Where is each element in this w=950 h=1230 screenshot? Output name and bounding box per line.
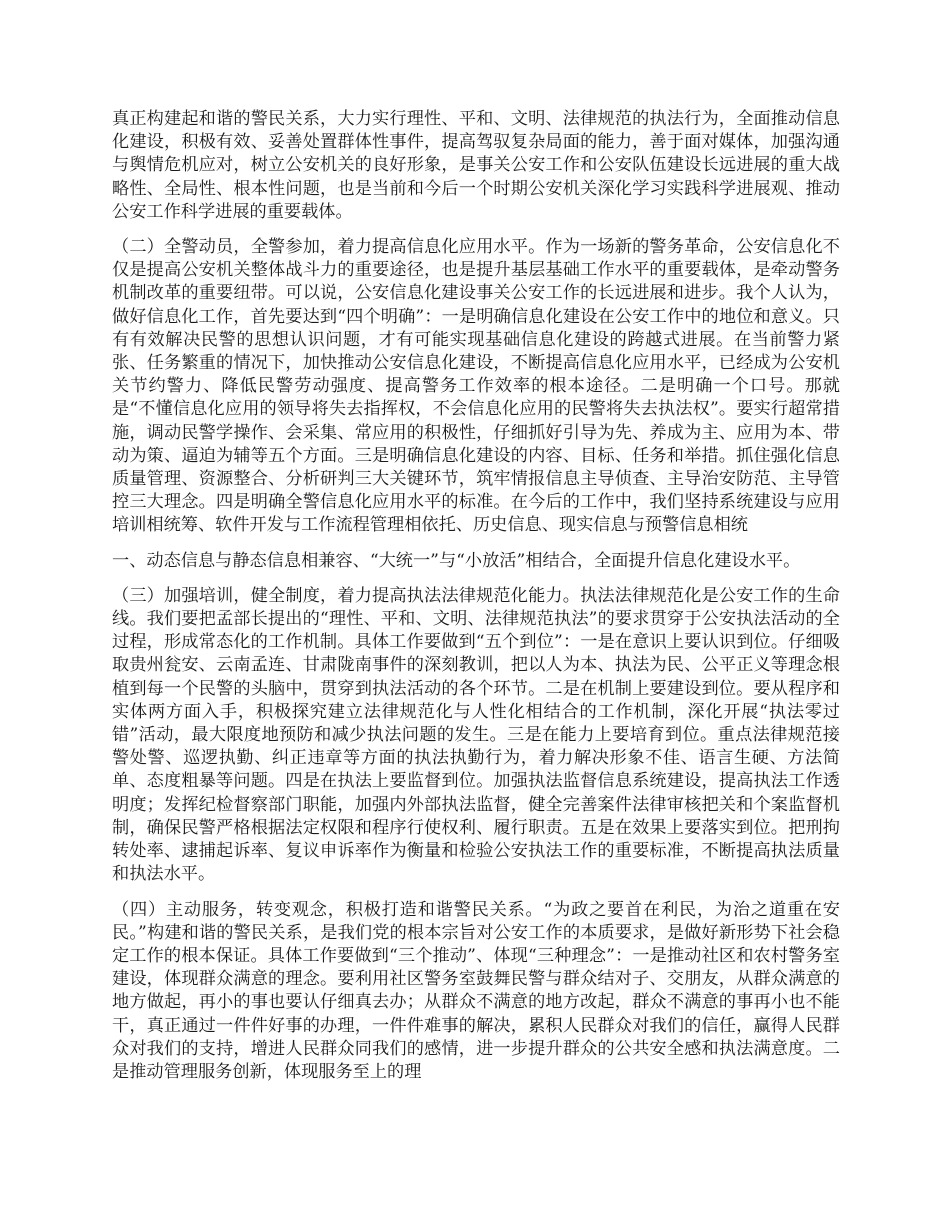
document-body — [112, 108, 840, 1096]
paragraph-section-3: （三）加强培训，健全制度，着力提高执法法律规范化能力。执法法律规范化是公安工作的生命线。我们要把孟部长提出的“理性、平和、文明、法律规范执法”的要求贯穿于公安执法活动的全过程，形成常态化的工作机制。具体工作要做到“五个到位”：一是在意识上要认识到位。仔细吸取贵州瓮安、云南孟连、甘肃陇南事件的深刻教训，把以人为本、执法为民、公平正义等理念根植到每一个民警的头脑中，贯穿到执法活动的各个环节。二是在机制上要建设到位。要从程序和实体两方面入手，积极探究建立法律规范化与人性化相结合的工作机制，深化开展“执法零过错”活动，最大限度地预防和减少执法问题的发生。三是在能力上要培育到位。重点法律规范接警处警、巡逻执勤、纠正违章等方面的执法执勤行为，着力解决形象不佳、语言生硬、方法简单、态度粗暴等问题。四是在执法上要监督到位。加强执法监督信息系统建设，提高执法工作透明度；发挥纪检督察部门职能，加强内外部执法监督，健全完善案件法律审核把关和个案监督机制，确保民警严格根据法定权限和程序行使权利、履行职责。五是在效果上要落实到位。把刑拘转处率、逮捕起诉率、复议申诉率作为衡量和检验公安执法工作的重要标准，不断提高执法质量和执法水平。 — [112, 585, 840, 885]
paragraph-section-4: （四）主动服务，转变观念，积极打造和谐警民关系。“为政之要首在利民，为治之道重在安民。”构建和谐的警民关系，是我们党的根本宗旨对公安工作的本质要求，是做好新形势下社会稳定工作的根本保证。具体工作要做到“三个推动”、体现“三种理念”：一是推动社区和农村警务室建设，体现群众满意的理念。要利用社区警务室鼓舞民警与群众结对子、交朋友，从群众满意的地方做起，再小的事也要认仔细真去办；从群众不满意的地方改起，群众不满意的事再小也不能干，真正通过一件件好事的办理，一件件难事的解决，累积人民群众对我们的信任，赢得人民群众对我们的支持，增进人民群众同我们的感情，进一步提升群众的公共安全感和执法满意度。二是推动管理服务创新，体现服务至上的理 — [112, 899, 840, 1082]
paragraph-intro: 真正构建起和谐的警民关系，大力实行理性、平和、文明、法律规范的执法行为，全面推动信息化建设，积极有效、妥善处置群体性事件，提高驾驭复杂局面的能力，善于面对媒体，加强沟通与舆情危机应对，树立公安机关的良好形象，是事关公安工作和公安队伍建设长远进展的重大战略性、全局性、根本性问题，也是当前和今后一个时期公安机关深化学习实践科学进展观、推动公安工作科学进展的重要载体。 — [112, 109, 840, 222]
paragraph-section-2: （二）全警动员，全警参加，着力提高信息化应用水平。作为一场新的警务革命，公安信息化不仅是提高公安机关整体战斗力的重要途径，也是提升基层基础工作水平的重要载体，是牵动警务机制改革的重要纽带。可以说，公安信息化建设事关公安工作的长远进展和进步。我个人认为，做好信息化工作，首先要达到“四个明确”：一是明确信息化建设在公安工作中的地位和意义。只有有效解决民警的思想认识问题，才有可能实现基础信息化建设的跨越式进展。在当前警力紧张、任务繁重的情况下，加快推动公安信息化建设，不断提高信息化应用水平，已经成为公安机关节约警力、降低民警劳动强度、提高警务工作效率的根本途径。二是明确一个口号。那就是“不懂信息化应用的领导将失去指挥权，不会信息化应用的民警将失去执法权”。要实行超常措施，调动民警学操作、会采集、常应用的积极性，仔细抓好引导为先、养成为主、应用为本、带动为策、逼迫为辅等五个方面。三是明确信息化建设的内容、目标、任务和举措。抓住强化信息质量管理、资源整合、分析研判三大关键环节，筑牢情报信息主导侦查、主导治安防范、主导管控三大理念。四是明确全警信息化应用水平的标准。在今后的工作中，我们坚持系统建设与应用培训相统筹、软件开发与工作流程管理相依托、历史信息、现实信息与预警信息相统 — [112, 237, 840, 536]
paragraph-section-2-continued: 一、动态信息与静态信息相兼容、“大统一”与“小放活”相结合，全面提升信息化建设水平。 — [112, 550, 801, 571]
